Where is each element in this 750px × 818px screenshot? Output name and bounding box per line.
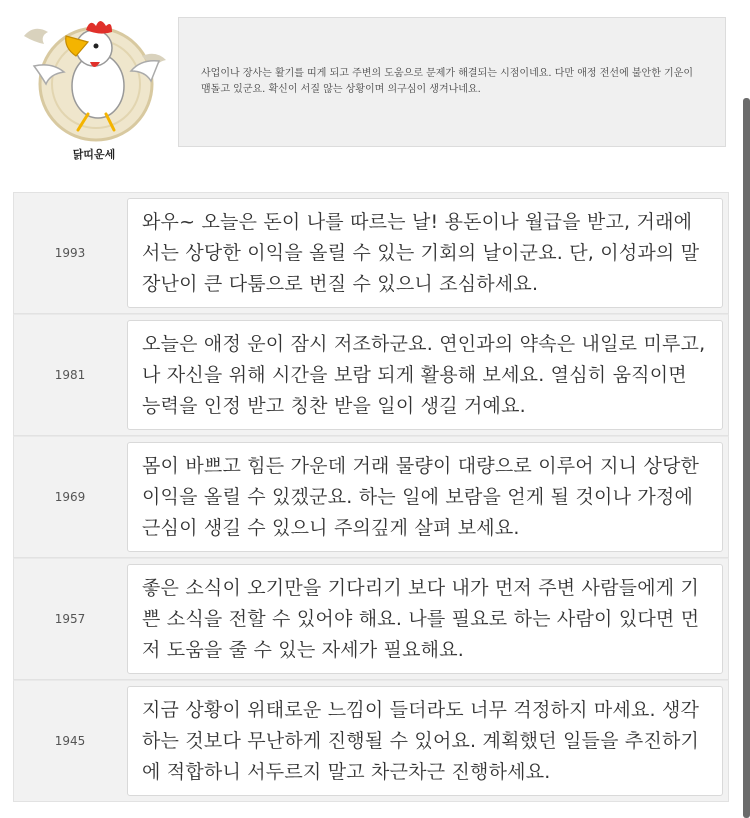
fortune-row [13,314,729,436]
fortune-text: 지금 상황이 위태로운 느낌이 들더라도 너무 걱정하지 마세요. 생각하는 것보다 무난하게 진행될 수 있어요. 계획했던 일들을 추진하기에 적합하니 서두르지 말고 차근차근 진행하세요. [127,686,723,796]
rooster-mascot [14,6,174,166]
fortune-row [13,436,729,558]
mascot-label: 닭띠운세 [72,148,116,161]
zodiac-header [0,0,736,170]
fortune-text: 와우~ 오늘은 돈이 나를 따르는 날! 용돈이나 월급을 받고, 거래에서는 상당한 이익을 올릴 수 있는 기회의 날이군요. 단, 이성과의 말장난이 큰 다툼으로 번질 수 있으니 조심하세요. [127,198,723,308]
fortune-text: 오늘은 애정 운이 잠시 저조하군요. 연인과의 약속은 내일로 미루고, 나 자신을 위해 시간을 보람 되게 활용해 보세요. 열심히 움직이면 능력을 인정 받고 칭찬 받을 일이 생길 거예요. [127,320,723,430]
summary-text: 사업이나 장사는 활기를 띠게 되고 주변의 도움으로 문제가 해결되는 시점이네요. 다만 애정 전선에 불안한 기운이 맴돌고 있군요. 확신이 서질 않는 상황이며 의구심이 생겨나네요. [201,68,694,95]
birth-year: 1993 [54,246,86,260]
fortune-row [13,558,729,680]
vertical-scrollbar[interactable] [743,98,750,818]
fortune-text: 좋은 소식이 오기만을 기다리기 보다 내가 먼저 주변 사람들에게 기쁜 소식을 전할 수 있어야 해요. 나를 필요로 하는 사람이 있다면 먼저 도움을 줄 수 있는 자세가 필요해요. [127,564,723,674]
fortune-text: 몸이 바쁘고 힘든 가운데 거래 물량이 대량으로 이루어 지니 상당한 이익을 올릴 수 있겠군요. 하는 일에 보람을 얻게 될 것이나 가정에 근심이 생길 수 있으니 주의깊게 살펴 보세요. [127,442,723,552]
rooster-icon [14,6,174,146]
birth-year: 1957 [54,612,86,626]
fortune-list [13,192,729,802]
fortune-row [13,192,729,314]
birth-year: 1945 [54,734,86,748]
fortune-row [13,680,729,802]
birth-year: 1969 [54,490,86,504]
summary-box [178,17,726,147]
birth-year: 1981 [54,368,86,382]
